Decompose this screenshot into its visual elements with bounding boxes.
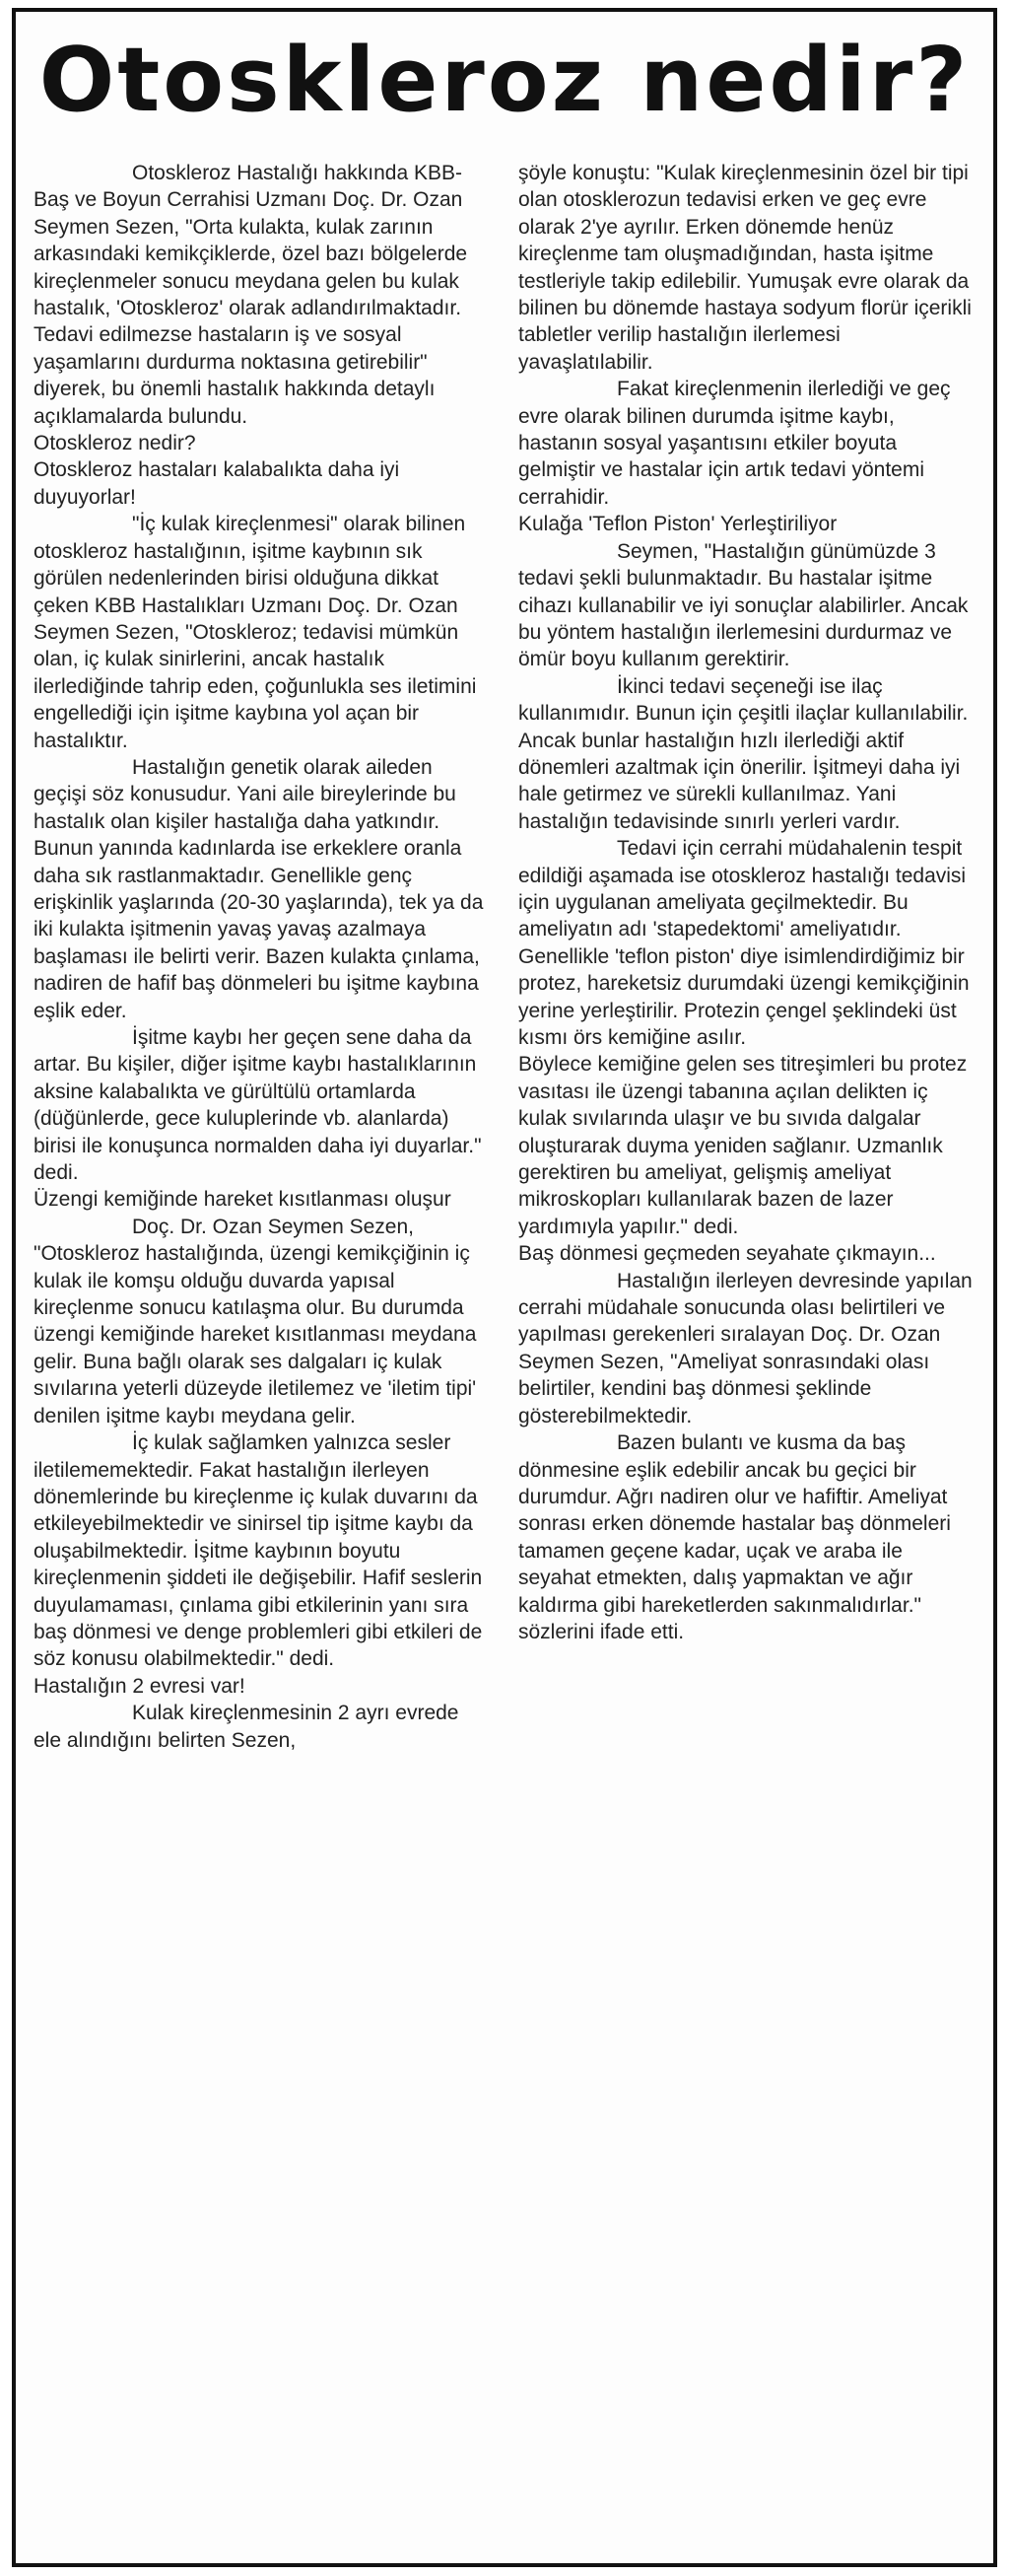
article-subheading: Baş dönmesi geçmeden seyahate çıkmayın...: [518, 1242, 936, 1266]
article-paragraph: Kulak kireçlenmesinin 2 ayrı evrede ele alındığını belirten Sezen,: [34, 1702, 459, 1752]
article-paragraph: İç kulak sağlamken yalnızca sesler iletilememektedir. Fakat hastalığın ilerleyen dönemlerinde bu kireçlenme iç kulak duvarını da etkileyebilmektedir ve sinirsel tip işitme kaybı da oluşabilmektedir. İşitme kaybının boyutu kireçlenmenin şiddeti ile değişebilir. Hafif seslerin duyulamaması, çınlama gibi etkilerinin yanı sıra baş dönmesi ve denge problemleri gibi etkileri de söz konusu olabilmektedir." dedi.: [34, 1431, 483, 1671]
article-paragraph: Tedavi için cerrahi müdahalenin tespit edildiği aşamada ise otoskleroz hastalığı tedavisi için uygulanan ameliyata geçilmektedir. Bu ameliyatın adı 'stapedektomi' ameliyatıdır. Genellikle 'teflon piston' diye isimlendirdiğimiz bir protez, hareketsiz durumdaki üzengi kemikçiğinin yerine yerleştirilir. Protezin çengel şeklindeki üst kısmı örs kemiğine asılır.: [518, 837, 970, 1049]
article-paragraph: İşitme kaybı her geçen sene daha da artar. Bu kişiler, diğer işitme kaybı hastalıklarının aksine kalabalıkta ve gürültülü ortamlarda (düğünlerde, gece kuluplerinde vb. alanlarda) birisi ile konuşunca normalden daha iyi duyarlar." dedi.: [34, 1026, 482, 1185]
article-paragraph: Bazen bulantı ve kusma da baş dönmesine eşlik edebilir ancak bu geçici bir durumdur. Ağrı nadiren olur ve hafiftir. Ameliyat sonrası erken dönemde hastalar baş dönmeleri tamamen geçene kadar, uçak ve araba ile seyahat etmekten, dalış yapmaktan ve ağır kaldırma gibi hareketlerden sakınmalıdırlar." sözlerini ifade etti.: [518, 1431, 951, 1643]
left-column: [34, 160, 491, 2553]
article-paragraph: Otoskleroz Hastalığı hakkında KBB-Baş ve Boyun Cerrahisi Uzmanı Doç. Dr. Ozan Seymen Sezen, "Orta kulakta, kulak zarının arkasındaki kemikçiklerde, özel bazı bölgelerde kireçlenmeler sonucu meydana gelen bu kulak hastalık, 'Otoskleroz' olarak adlandırılmaktadır. Tedavi edilmezse hastaların iş ve sosyal yaşamlarını durdurma noktasına getirebilir" diyerek, bu önemli hastalık hakkında detaylı açıklamalarda bulundu.: [34, 162, 468, 428]
article-paragraph: Doç. Dr. Ozan Seymen Sezen, "Otoskleroz hastalığında, üzengi kemikçiğinin iç kulak ile komşu olduğu duvarda yapısal kireçlenme sonucu katılaşma olur. Bu durumda üzengi kemiğinde hareket kısıtlanması meydana gelir. Buna bağlı olarak ses dalgaları iç kulak sıvılarına yeterli düzeyde iletilemez ve 'iletim tipi' denilen işitme kaybı meydana gelir.: [34, 1215, 477, 1427]
article-subheading: Kulağa 'Teflon Piston' Yerleştiriliyor: [518, 513, 838, 536]
article-body: [34, 160, 976, 2553]
article-paragraph: "İç kulak kireçlenmesi" olarak bilinen otoskleroz hastalığının, işitme kaybının sık görülen nedenlerinden birisi olduğuna dikkat çeken KBB Hastalıkları Uzmanı Doç. Dr. Ozan Seymen Sezen, "Otoskleroz; tedavisi mümkün olan, iç kulak sinirlerini, ancak hastalık ilerlediğinde tahrip eden, çoğunlukla ses iletimini engellediği için işitme kaybına yol açan bir hastalıktır.: [34, 513, 477, 752]
article-subheading: Otoskleroz hastaları kalabalıkta daha iyi duyuyorlar!: [34, 458, 400, 509]
article-headline: Otoskleroz nedir?: [38, 29, 971, 132]
article-paragraph: Fakat kireçlenmenin ilerlediği ve geç evre olarak bilinen durumda işitme kaybı, hastanın sosyal yaşantısını etkiler boyuta gelmiştir ve hastalar için artık tedavi yöntemi cerrahidir.: [518, 378, 951, 509]
article-subheading: Üzengi kemiğinde hareket kısıtlanması oluşur: [34, 1188, 451, 1212]
article-paragraph: İkinci tedavi seçeneği ise ilaç kullanımıdır. Bunun için çeşitli ilaçlar kullanılabilir. Ancak bunlar hastalığın hızlı ilerlediği aktif dönemleri azaltmak için önerilir. İşitmeyi daha iyi hale getirmez ve sürekli kullanılmaz. Yani hastalığın tedavisinde sınırlı yerleri vardır.: [518, 674, 969, 833]
article-subheading: şöyle konuştu: "Kulak kireçlenmesinin özel bir tipi olan otosklerozun tedavisi erken ve geç evre olarak 2'ye ayrılır. Erken dönemde henüz kireçlenme tam oluşmadığından, hasta işitme testleriyle takip edilebilir. Yumuşak evre olarak da bilinen bu dönemde hastaya sodyum florür içerikli tabletler verilip hastalığın ilerlemesi yavaşlatılabilir.: [518, 162, 972, 374]
newspaper-clipping: [12, 8, 997, 2567]
article-paragraph: Hastalığın ilerleyen devresinde yapılan cerrahi müdahale sonucunda olası belirtileri ve yapılması gerekenleri sıralayan Doç. Dr. Ozan Seymen Sezen, "Ameliyat sonrasındaki olası belirtiler, kendini baş dönmesi şeklinde gösterebilmektedir.: [518, 1269, 973, 1427]
article-paragraph: Hastalığın genetik olarak aileden geçişi söz konusudur. Yani aile bireylerinde bu hastalık olan kişiler hastalığa daha yatkındır. Bunun yanında kadınlarda ise erkeklere oranla daha sık rastlanmaktadır. Genellikle genç erişkinlik yaşlarında (20-30 yaşlarında), tek ya da iki kulakta işitmenin yavaş yavaş azalmaya başlaması ile belirti verir. Bazen kulakta çınlama, nadiren de hafif baş dönmeleri bu işitme kaybına eşlik eder.: [34, 755, 484, 1022]
article-subheading: Otoskleroz nedir?: [34, 432, 196, 455]
right-column: [518, 160, 976, 2553]
article-paragraph: Seymen, "Hastalığın günümüzde 3 tedavi şekli bulunmaktadır. Bu hastalar işitme cihazı kullanabilir ve iyi sonuçlar alabilirler. Ancak bu yöntem hastalığın ilerlemesini durdurmaz ve ömür boyu kullanım gerektirir.: [518, 539, 969, 671]
article-subheading: Hastalığın 2 evresi var!: [34, 1674, 245, 1698]
article-subheading: Böylece kemiğine gelen ses titreşimleri bu protez vasıtası ile üzengi tabanına açılan delikten iç kulak sıvılarında ulaşır ve bu sıvıda dalgalar oluşturarak duyma yeniden sağlanır. Uzmanlık gerektiren bu ameliyat, gelişmiş ameliyat mikroskopları kullanılarak bazen de lazer yardımıyla yapılır." dedi.: [518, 1053, 968, 1238]
